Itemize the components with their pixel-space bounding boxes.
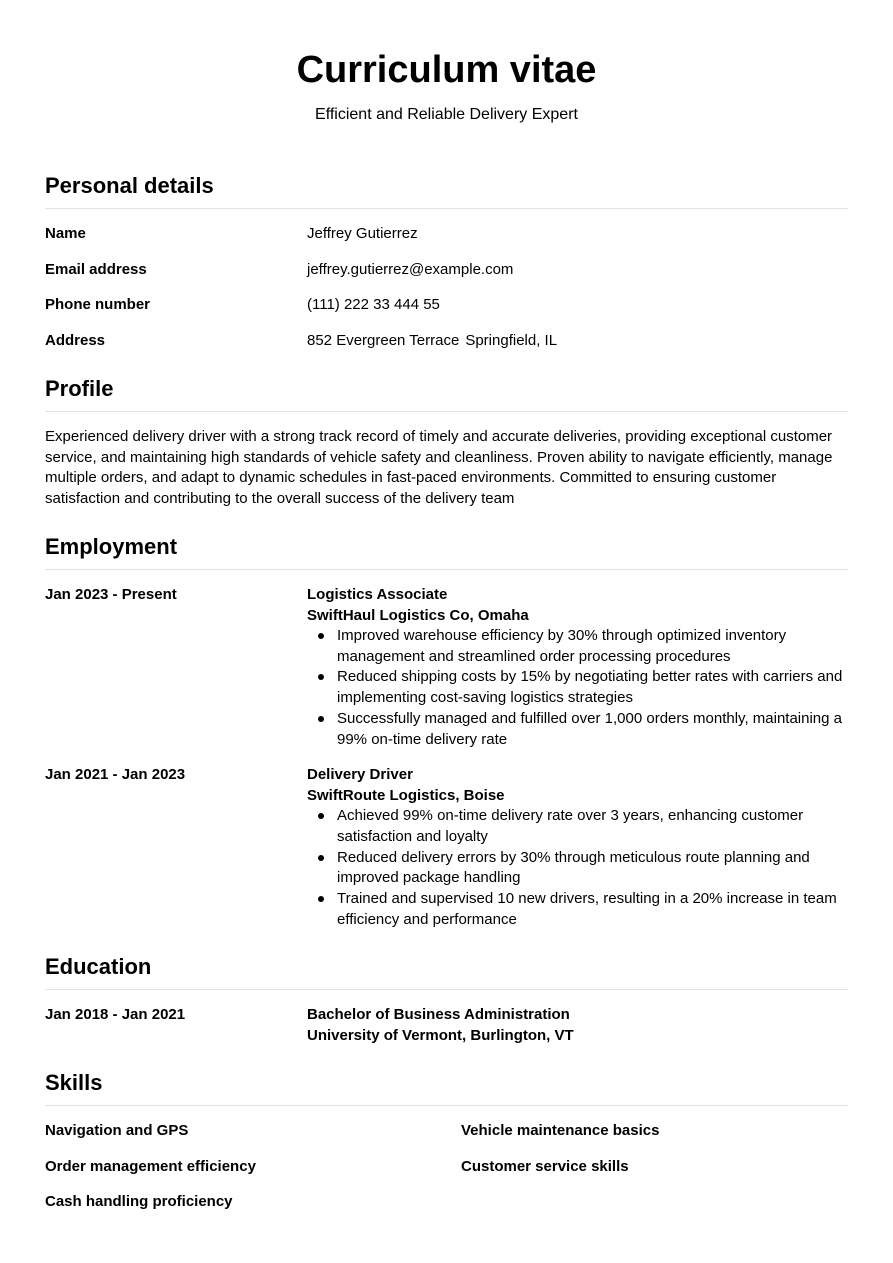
job-period: Jan 2023 - Present	[45, 586, 177, 603]
field-label: Email address	[45, 260, 147, 278]
field-value	[307, 331, 848, 352]
education-section	[45, 953, 848, 1046]
address-city: Springfield, IL	[465, 331, 558, 349]
degree: Bachelor of Business Administration	[307, 1006, 570, 1023]
skills-list	[45, 1121, 848, 1213]
list-item: Trained and supervised 10 new drivers, resulting in a 20% increase in team efficiency and performance	[337, 889, 848, 930]
personal-details-section	[45, 172, 848, 351]
job-entry	[45, 585, 848, 750]
skills-section	[45, 1069, 848, 1213]
profile-section	[45, 375, 848, 510]
skill-item: Customer service skills	[461, 1157, 629, 1175]
job-period: Jan 2021 - Jan 2023	[45, 766, 186, 784]
profile-summary: Experienced delivery driver with a strong track record of timely and accurate deliveries, providing exceptional customer service, and maintaining high standards of vehicle safety and cleanliness. Proven ability to navigate efficiently, manage multiple orders, and adapt to dynamic schedules in fast-paced environments. Committed to ensuring customer satisfaction and contributing to the overall success of the delivery team	[45, 428, 833, 508]
field-label: Phone number	[45, 296, 151, 313]
job-details	[307, 585, 848, 750]
personal-row-name	[45, 224, 848, 245]
job-company: SwiftRoute Logistics, Boise	[307, 786, 505, 804]
list-item: Reduced delivery errors by 30% through meticulous route planning and improved package handling	[337, 848, 848, 889]
section-heading: Employment	[45, 533, 848, 570]
list-item: Improved warehouse efficiency by 30% through optimized inventory management and streamlined order processing procedures	[337, 626, 848, 667]
field-value: Jeffrey Gutierrez	[307, 225, 418, 242]
address-street: 852 Evergreen Terrace	[307, 331, 460, 349]
employment-section	[45, 533, 848, 930]
list-item: Reduced shipping costs by 15% by negotiating better rates with carriers and implementing cost-saving logistics strategies	[337, 667, 848, 708]
field-label: Address	[45, 331, 106, 349]
personal-row-address	[45, 331, 848, 352]
job-details	[307, 765, 848, 930]
skill-item: Vehicle maintenance basics	[461, 1122, 660, 1139]
section-heading: Skills	[45, 1069, 848, 1106]
field-value: jeffrey.gutierrez@example.com	[307, 260, 514, 278]
page-title: Curriculum vitae	[296, 49, 597, 91]
section-heading: Personal details	[45, 172, 848, 209]
personal-row-phone	[45, 295, 848, 316]
job-achievements	[307, 626, 848, 750]
job-title: Delivery Driver	[307, 766, 413, 784]
job-title: Logistics Associate	[307, 586, 448, 603]
field-label: Name	[45, 225, 86, 242]
skill-item: Navigation and GPS	[45, 1122, 189, 1139]
skill-item: Cash handling proficiency	[45, 1193, 233, 1210]
page-subtitle: Efficient and Reliable Delivery Expert	[315, 106, 578, 123]
list-item: Achieved 99% on-time delivery rate over 3 years, enhancing customer satisfaction and loyalty	[337, 806, 848, 847]
list-item: Successfully managed and fulfilled over 1,000 orders monthly, maintaining a 99% on-time delivery rate	[337, 709, 848, 750]
job-company: SwiftHaul Logistics Co, Omaha	[307, 606, 529, 624]
job-achievements	[307, 806, 848, 930]
school: University of Vermont, Burlington, VT	[307, 1026, 574, 1044]
education-details	[307, 1005, 848, 1046]
section-heading: Education	[45, 953, 848, 990]
job-entry	[45, 765, 848, 930]
skill-item: Order management efficiency	[45, 1157, 256, 1175]
education-period: Jan 2018 - Jan 2021	[45, 1006, 186, 1023]
education-entry	[45, 1005, 848, 1046]
personal-row-email	[45, 260, 848, 281]
section-heading: Profile	[45, 375, 848, 412]
field-value: (111) 222 33 444 55	[307, 296, 440, 313]
